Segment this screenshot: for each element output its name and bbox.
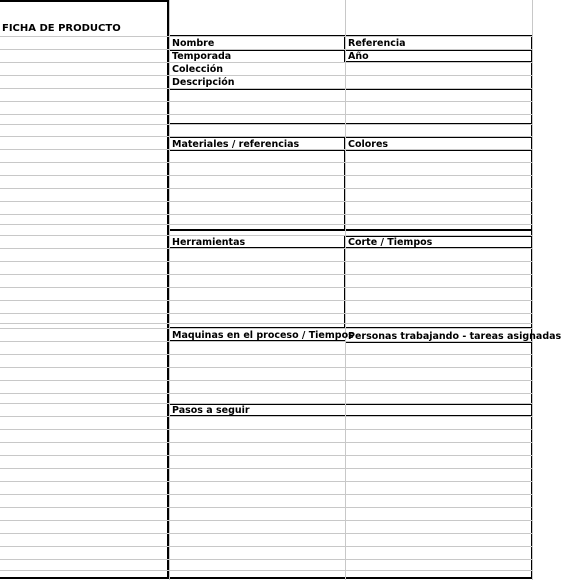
grid-row-line [0,559,533,560]
grid-row-line [0,162,533,163]
field-referencia: Referencia [348,38,406,49]
grid-row-line [0,88,533,89]
grid-row-line [0,101,533,102]
mat-bottom [167,229,533,231]
grid-row-line [0,354,533,355]
grid-row-line [0,114,533,115]
bottom-border [0,577,533,579]
grid-row-line [0,507,533,508]
field-temporada: Temporada [172,51,232,62]
section-pasos: Pasos a seguir [172,405,250,416]
grid-row-line [0,323,533,324]
grid-col-line [345,0,346,580]
grid-row-line [0,300,533,301]
grid-row-line [0,313,533,314]
grid-row-line [0,393,533,394]
title-border-top [0,0,169,2]
grid-row-line [0,455,533,456]
grid-row-line [0,403,533,404]
grid-row-line [0,570,533,571]
grid-row-line [0,328,533,329]
grid-row-line [0,188,533,189]
section-colores: Colores [348,139,389,150]
grid-row-line [0,429,533,430]
grid-row-line [0,380,533,381]
grid-col-line [532,0,533,580]
grid-row-line [0,367,533,368]
section-personas: Personas trabajando - tareas asignadas [348,331,561,342]
sheet-title: FICHA DE PRODUCTO [2,23,121,34]
section-materiales: Materiales / referencias [172,139,300,150]
section-maquinas: Maquinas en el proceso / Tiempos [172,330,354,341]
field-descripcion: Descripción [172,77,235,88]
section-corte: Corte / Tiempos [348,237,433,248]
grid-row-line [0,248,533,249]
grid-row-line [0,533,533,534]
grid-col-line [169,0,170,580]
field-anio: Año [348,51,369,62]
grid-row-line [0,274,533,275]
grid-row-line [0,416,533,417]
grid-row-line [0,494,533,495]
grid-row-line [0,261,533,262]
grid-row-line [0,468,533,469]
grid-row-line [0,546,533,547]
grid-row-line [0,442,533,443]
grid-row-line [0,36,533,37]
grid-row-line [0,136,533,137]
section-herramientas: Herramientas [172,237,246,248]
grid-row-line [0,235,533,236]
grid-row-line [0,481,533,482]
grid-row-line [0,224,533,225]
grid-row-line [0,124,533,125]
grid-row-line [0,214,533,215]
grid-row-line [0,175,533,176]
field-nombre: Nombre [172,38,215,49]
grid-row-line [0,520,533,521]
grid-row-line [0,201,533,202]
grid-row-line [0,62,533,63]
grid-row-line [0,49,533,50]
grid-row-line [0,75,533,76]
grid-row-line [0,287,533,288]
field-coleccion: Colección [172,64,224,75]
